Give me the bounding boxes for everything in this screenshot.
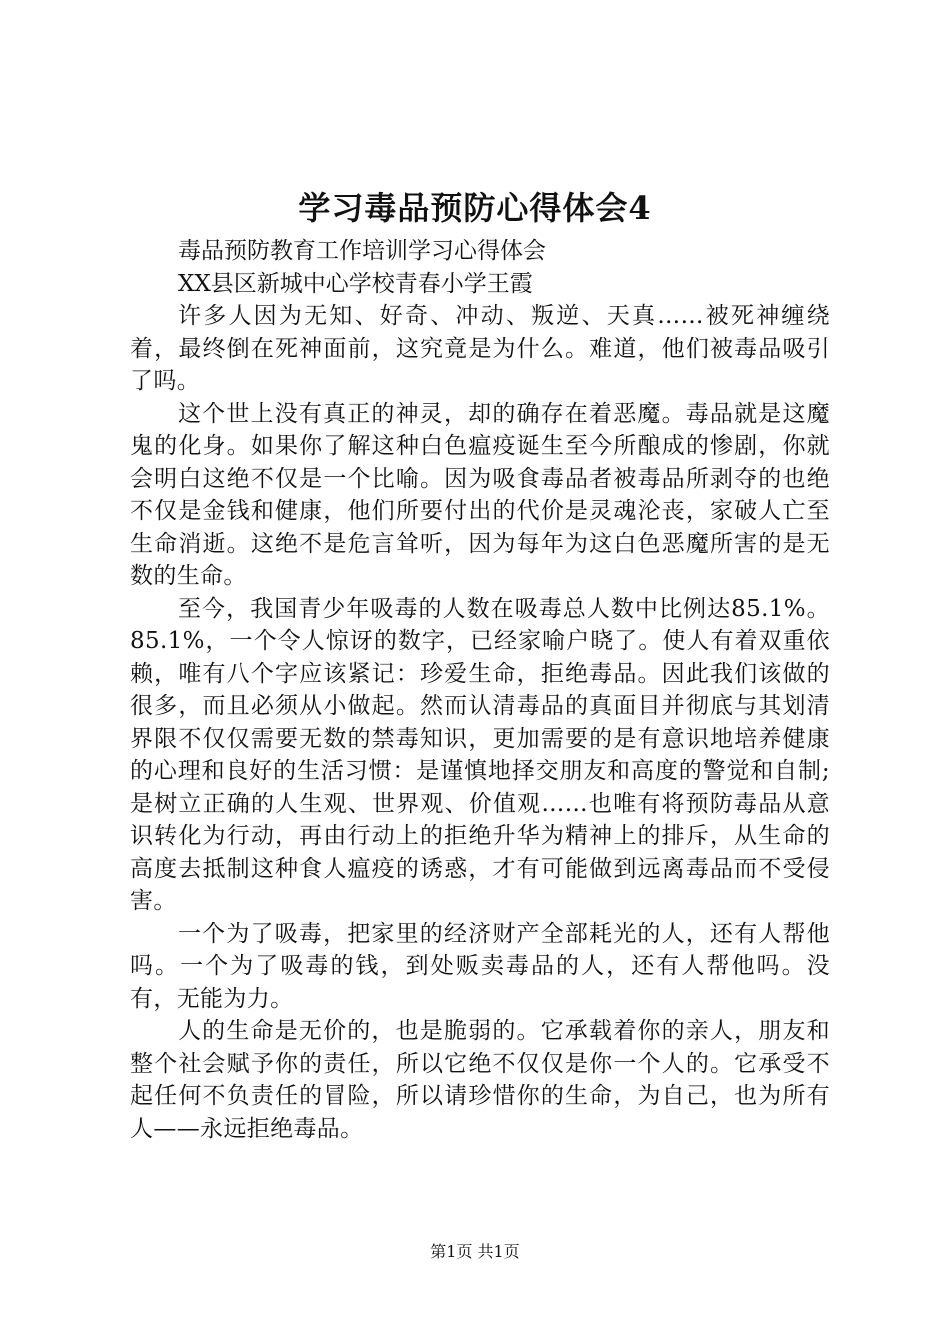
document-body [130, 235, 830, 1145]
paragraph-4: 一个为了吸毒，把家里的经济财产全部耗光的人，还有人帮他吗。一个为了吸毒的钱，到处贩卖毒品的人，还有人帮他吗。没有，无能为力。 [130, 920, 830, 1012]
paragraph-5: 人的生命是无价的，也是脆弱的。它承载着你的亲人，朋友和整个社会赋予你的责任，所以它绝不仅仅是你一个人的。它承受不起任何不负责任的冒险，所以请珍惜你的生命，为自己，也为所有人——永远拒绝毒品。 [130, 1018, 830, 1142]
page-footer: 第1页 共1页 [430, 1242, 520, 1261]
paragraph-3: 至今，我国青少年吸毒的人数在吸毒总人数中比例达85.1%。85.1%，一个令人惊讶的数字，已经家喻户晓了。使人有着双重依赖，唯有八个字应该紧记：珍爱生命，拒绝毒品。因此我们该做的很多，而且必须从小做起。然而认清毒品的真面目并彻底与其划清界限不仅仅需要无数的禁毒知识，更加需要的是有意识地培养健康的心理和良好的生活习惯：是谨慎地择交朋友和高度的警觉和自制;是树立正确的人生观、世界观、价值观……也唯有将预防毒品从意识转化为行动，再由行动上的拒绝升华为精神上的排斥，从生命的高度去抵制这种食人瘟疫的诱惑，才有可能做到远离毒品而不受侵害。 [130, 595, 830, 914]
document-title: 学习毒品预防心得体会4 [298, 189, 652, 227]
author-line: XX县区新城中心学校青春小学王霞 [178, 270, 533, 297]
paragraph-2: 这个世上没有真正的神灵，却的确存在着恶魔。毒品就是这魔鬼的化身。如果你了解这种白色瘟疫诞生至今所酿成的惨剧，你就会明白这绝不仅是一个比喻。因为吸食毒品者被毒品所剥夺的也绝不仅是金钱和健康，他们所要付出的代价是灵魂沦丧，家破人亡至生命消逝。这绝不是危言耸听，因为每年为这白色恶魔所害的是无数的生命。 [130, 400, 830, 589]
document-subtitle: 毒品预防教育工作培训学习心得体会 [178, 238, 546, 264]
paragraph-1: 许多人因为无知、好奇、冲动、叛逆、天真……被死神缠绕着，最终倒在死神面前，这究竟是为什么。难道，他们被毒品吸引了吗。 [130, 303, 830, 394]
